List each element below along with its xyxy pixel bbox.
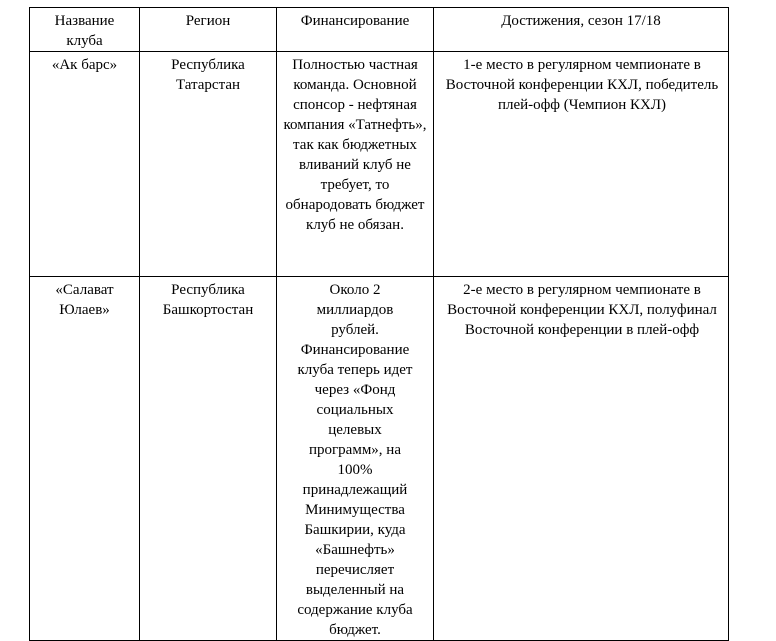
header-financing: Финансирование: [277, 8, 434, 52]
clubs-table: [29, 7, 729, 641]
cell-club: «Ак барс»: [30, 52, 140, 277]
cell-achievements: 1-е место в регулярном чемпионате в Восточной конференции КХЛ, победитель плей-офф (Чемпион КХЛ): [434, 52, 729, 277]
cell-achievements: 2-е место в регулярном чемпионате в Восточной конференции КХЛ, полуфинал Восточной конференции в плей-офф: [434, 277, 729, 641]
cell-financing: Полностью частная команда. Основной спонсор - нефтяная компания «Татнефть», так как бюджетных вливаний клуб не требует, то обнародовать бюджет клуб не обязан.: [277, 52, 434, 277]
header-club: Название клуба: [30, 8, 140, 52]
cell-financing: Около 2 миллиардов рублей. Финансирование клуба теперь идет через «Фонд социальных целевых программ», на 100% принадлежащий Минимущества Башкирии, куда «Башнефть» перечисляет выделенный на содержание клуба бюджет.: [277, 277, 434, 641]
cell-region: Республика Татарстан: [140, 52, 277, 277]
table-row: [30, 277, 729, 641]
table-row: [30, 52, 729, 277]
cell-club: «Салават Юлаев»: [30, 277, 140, 641]
header-region: Регион: [140, 8, 277, 52]
cell-region: Республика Башкортостан: [140, 277, 277, 641]
header-row: [30, 8, 729, 52]
header-achievements: Достижения, сезон 17/18: [434, 8, 729, 52]
